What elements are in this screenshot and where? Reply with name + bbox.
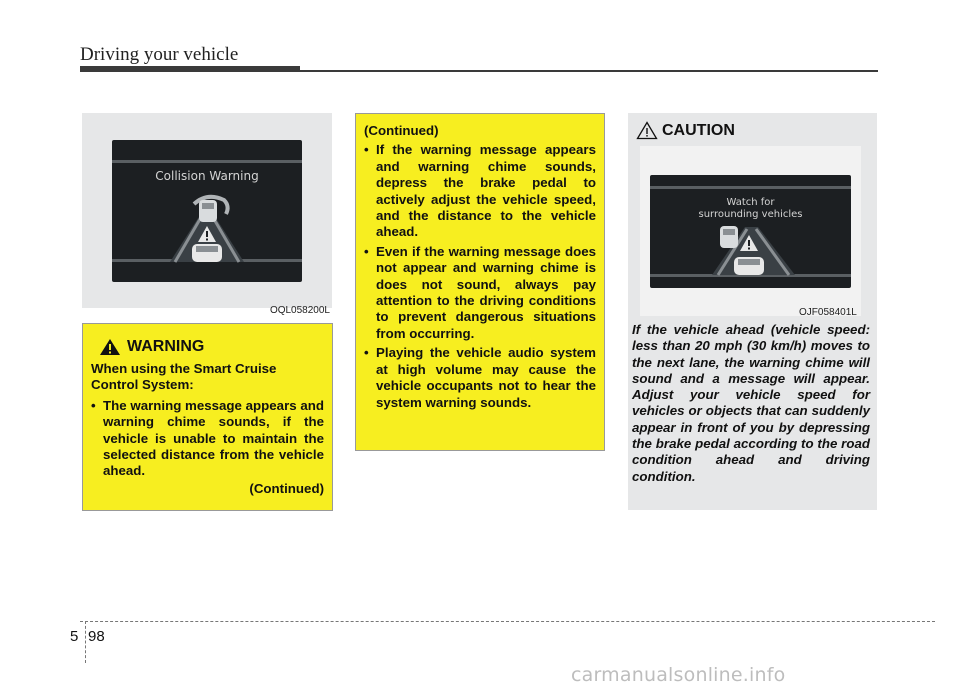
section-number: 5 bbox=[70, 628, 79, 645]
warning-heading: WARNING bbox=[127, 338, 205, 355]
caution-figure bbox=[640, 146, 861, 316]
caution-figure-code: OJF058401L bbox=[799, 307, 857, 318]
caution-heading-row bbox=[636, 121, 735, 140]
warning-heading-row bbox=[91, 338, 324, 356]
footer-rule bbox=[80, 621, 935, 622]
page-header-title: Driving your vehicle bbox=[80, 44, 239, 65]
caution-triangle-icon bbox=[636, 121, 658, 140]
display-line-1: Watch for bbox=[726, 197, 775, 208]
page-number: 98 bbox=[88, 628, 105, 645]
collision-scene-icon bbox=[112, 140, 302, 282]
watermark: carmanualsonline.info bbox=[571, 664, 786, 686]
warning-triangle-icon bbox=[99, 338, 121, 356]
middle-bullet-2: • Even if the warning message does not appear and warning chime is does not sound, always pay attention to the driving conditions to prevent dangerous situations from occurring. bbox=[364, 243, 596, 341]
cluster-display bbox=[112, 140, 302, 282]
warning-continued: (Continued) bbox=[249, 480, 324, 496]
surrounding-vehicle-scene-icon bbox=[650, 175, 851, 288]
caution-heading: CAUTION bbox=[662, 121, 735, 139]
display-line-2: surrounding vehicles bbox=[698, 209, 803, 220]
display-message: Collision Warning bbox=[155, 169, 259, 183]
figure-code: OQL058200L bbox=[269, 305, 330, 316]
continued-label: (Continued) bbox=[364, 123, 439, 138]
header-rule-thick bbox=[80, 66, 300, 72]
middle-bullet-1: • If the warning message appears and warning chime sounds, depress the brake pedal to actively adjust the vehicle speed, and the distance to the vehicle ahead. bbox=[364, 142, 596, 240]
middle-bullet-3: • Playing the vehicle audio system at high volume may cause the vehicle occupants not to hear the system warning sounds. bbox=[364, 345, 596, 410]
warning-continued-box bbox=[355, 113, 605, 451]
caution-display bbox=[650, 175, 851, 288]
warning-intro: When using the Smart Cruise Control System: bbox=[91, 361, 277, 393]
caution-text: If the vehicle ahead (vehicle speed: less than 20 mph (30 km/h) moves to the next lane, the warning chime will sound and a message will appear. Adjust your vehicle speed for vehicles or objects that can suddenly appear in front of you by depressing the brake pedal according to the road condition ahead and driving condition. bbox=[632, 322, 870, 484]
warning-bullet: • The warning message appears and warning chime sounds, if the vehicle is unable to maintain the selected distance from the vehicle ahead. bbox=[91, 397, 324, 479]
warning-box bbox=[82, 323, 333, 511]
footer-page-divider bbox=[85, 621, 86, 663]
header-rule-thin bbox=[300, 70, 878, 72]
collision-warning-figure bbox=[82, 113, 332, 316]
